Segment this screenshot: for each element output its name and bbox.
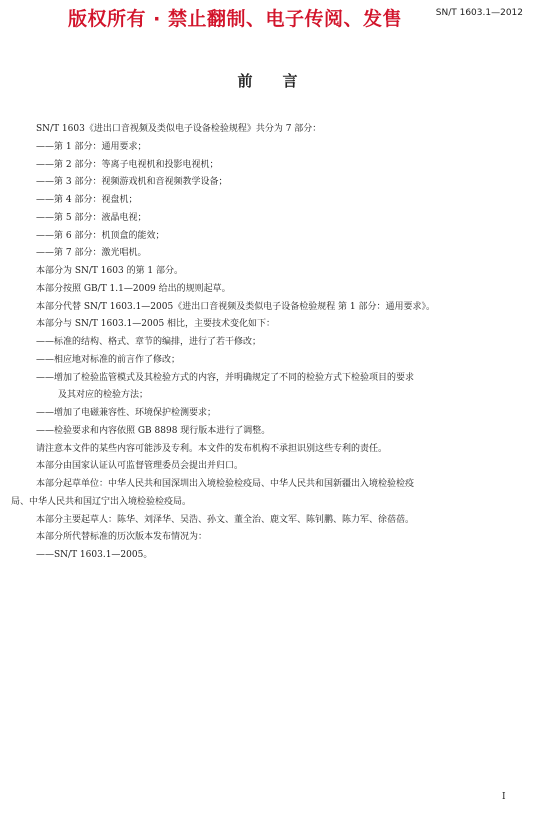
text-line: 本部分按照 GB/T 1.1—2009 给出的规则起草。	[36, 283, 231, 294]
text-line: 请注意本文件的某些内容可能涉及专利。本文件的发布机构不承担识别这些专利的责任。	[36, 443, 388, 454]
list-item: ——检验要求和内容依照 GB 8898 现行版本进行了调整。	[36, 425, 271, 436]
page-number: I	[502, 792, 506, 802]
list-item: ——第 3 部分：视频游戏机和音视频教学设备；	[36, 177, 228, 188]
list-item-continuation: 及其对应的检验方法；	[58, 390, 149, 401]
list-item: ——相应地对标准的前言作了修改；	[36, 354, 181, 365]
foreword-body	[0, 121, 535, 565]
text-line: 本部分起草单位：中华人民共和国深圳出入境检验检疫局、中华人民共和国新疆出入境检验检疫	[36, 479, 415, 489]
text-line: 本部分代替 SN/T 1603.1—2005《进出口音视频及类似电子设备检验规程 第 1 部分：通用要求》。	[36, 301, 436, 312]
page-title: 前言	[237, 72, 328, 90]
text-line: 本部分与 SN/T 1603.1—2005 相比，主要技术变化如下：	[36, 319, 276, 330]
list-item: ——增加了检验监管模式及其检验方式的内容，并明确规定了不同的检验方式下检验项目的要求	[36, 372, 415, 383]
list-item: ——第 5 部分：液晶电视；	[36, 212, 147, 223]
list-item: ——第 4 部分：视盘机；	[36, 195, 138, 205]
text-line: 本部分所代替标准的历次版本发布情况为：	[36, 532, 208, 543]
list-item: ——第 2 部分：等离子电视机和投影电视机；	[36, 159, 219, 170]
list-item: ——第 7 部分：激光唱机。	[36, 248, 147, 259]
standard-number: SN/T 1603.1—2012	[435, 8, 523, 18]
list-item: ——第 6 部分：机顶盒的能效；	[36, 230, 165, 241]
text-line: 本部分主要起草人：陈华、刘泽华、吴浩、孙文、董全治、鹿文军、陈钊鹏、陈力军、徐蓓蓓。	[36, 514, 415, 525]
list-item: ——第 1 部分：通用要求；	[36, 141, 147, 152]
text-line: SN/T 1603《进出口音视频及类似电子设备检验规程》共分为 7 部分：	[36, 124, 322, 134]
text-line: 本部分由国家认证认可监督管理委员会提出并归口。	[36, 461, 244, 472]
list-item: ——标准的结构、格式、章节的编排，进行了若干修改；	[36, 337, 262, 347]
list-item: ——SN/T 1603.1—2005。	[36, 550, 153, 560]
list-item: ——增加了电磁兼容性、环境保护检测要求；	[36, 408, 217, 418]
text-line-continuation: 局、中华人民共和国辽宁出入境检验检疫局。	[11, 496, 192, 507]
text-line: 本部分为 SN/T 1603 的第 1 部分。	[36, 266, 184, 276]
copyright-watermark: 版权所有 · 禁止翻制、电子传阅、发售	[68, 8, 402, 30]
